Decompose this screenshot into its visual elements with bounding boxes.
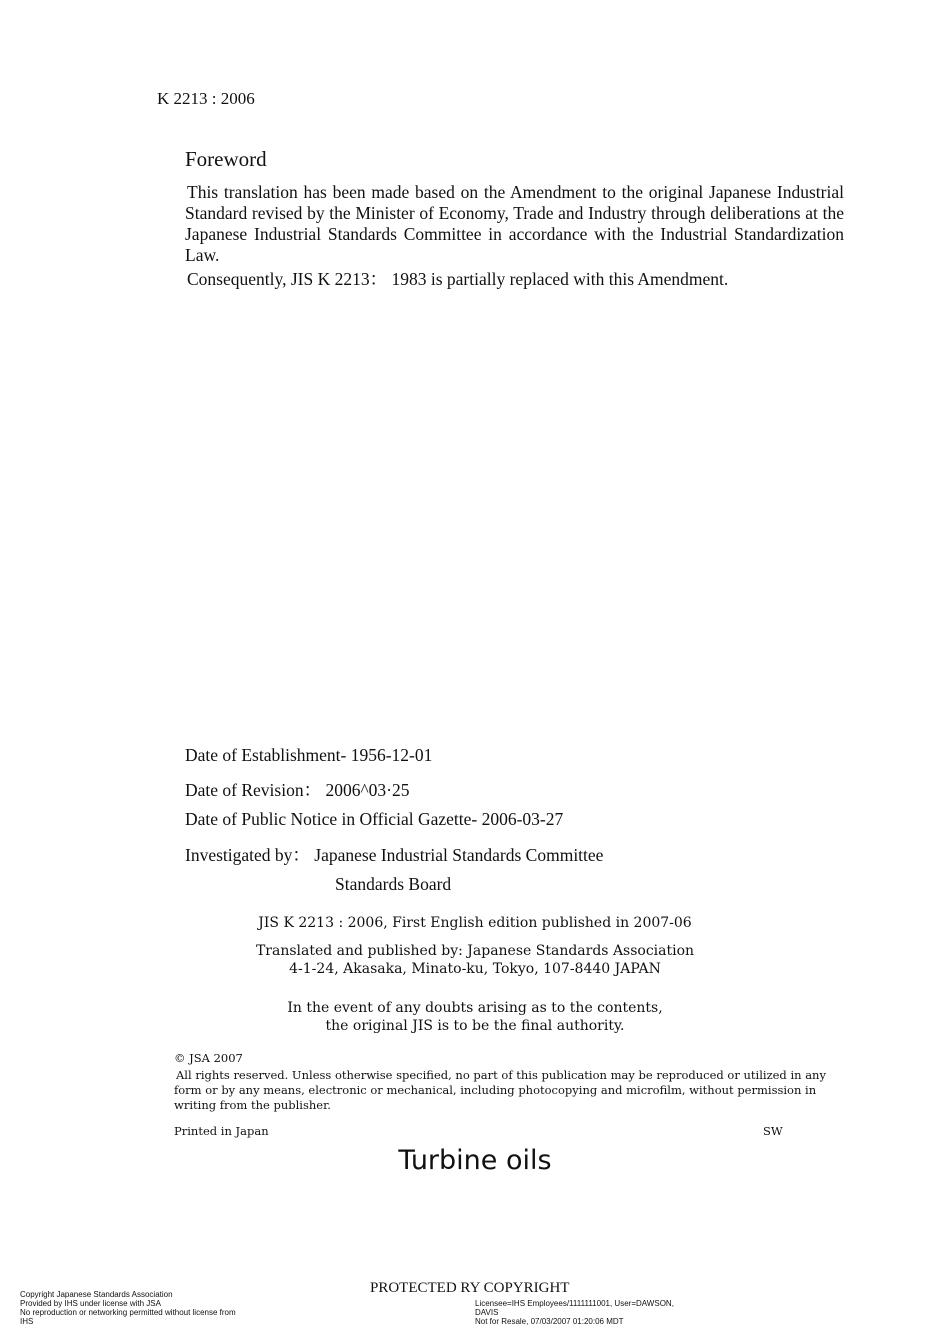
publisher-address: 4-1-24, Akasaka, Minato-ku, Tokyo, 107-8440 JAPAN: [289, 961, 661, 977]
date-of-revision: Date of Revision： 2006^03·25: [185, 780, 410, 800]
sw-mark: SW: [763, 1124, 783, 1138]
authority-note-line-1: In the event of any doubts arising as to the contents,: [287, 1000, 663, 1016]
protected-notice: PROTECTED RY COPYRIGHT: [370, 1280, 570, 1296]
rights-statement: All rights reserved. Unless otherwise specified, no part of this publication may be reproduced or utilized in any form or by any means, electronic or mechanical, including photocopying and microfilm, without permission in writing from the publisher.: [174, 1068, 826, 1112]
footer-license-left: [20, 1290, 260, 1326]
foreword-heading: Foreword: [185, 147, 267, 171]
date-of-establishment: Date of Establishment- 1956-12-01: [185, 745, 433, 765]
footer-right-line: Licensee=IHS Employees/1111111001, User=DAWSON,: [475, 1299, 674, 1308]
footer-left-line: IHS: [20, 1317, 34, 1326]
printed-in: Printed in Japan: [174, 1124, 269, 1138]
standards-board: Standards Board: [335, 874, 452, 894]
authority-note-line-2: the original JIS is to be the final authority.: [325, 1018, 625, 1034]
footer-left-line: Copyright Japanese Standards Association: [20, 1290, 173, 1299]
footer-left-line: No reproduction or networking permitted without license from: [20, 1308, 236, 1317]
footer-license-right: [475, 1299, 705, 1326]
copyright-notice: © JSA 2007: [174, 1051, 243, 1065]
document-title: Turbine oils: [398, 1145, 552, 1176]
foreword-paragraph: This translation has been made based on the Amendment to the original Japanese Industrial Standard revised by the Minister of Economy, Trade and Industry through deliberations at the Japanese Industrial Standards Committee in accordance with the Industrial Standardization Law.: [185, 182, 844, 265]
edition-line: JIS K 2213 : 2006, First English edition published in 2007-06: [258, 915, 692, 931]
footer-left-line: Provided by IHS under license with JSA: [20, 1299, 161, 1308]
document-number: K 2213 : 2006: [157, 89, 255, 108]
footer-right-line: Not for Resale, 07/03/2007 01:20:06 MDT: [475, 1317, 624, 1326]
footer-right-line: DAVIS: [475, 1308, 499, 1317]
investigated-by: Investigated by： Japanese Industrial Standards Committee: [185, 845, 604, 865]
date-of-public-notice: Date of Public Notice in Official Gazette- 2006-03-27: [185, 809, 564, 829]
translated-by: Translated and published by: Japanese Standards Association: [255, 943, 695, 959]
foreword-note: Consequently, JIS K 2213： 1983 is partially replaced with this Amendment.: [187, 269, 729, 289]
